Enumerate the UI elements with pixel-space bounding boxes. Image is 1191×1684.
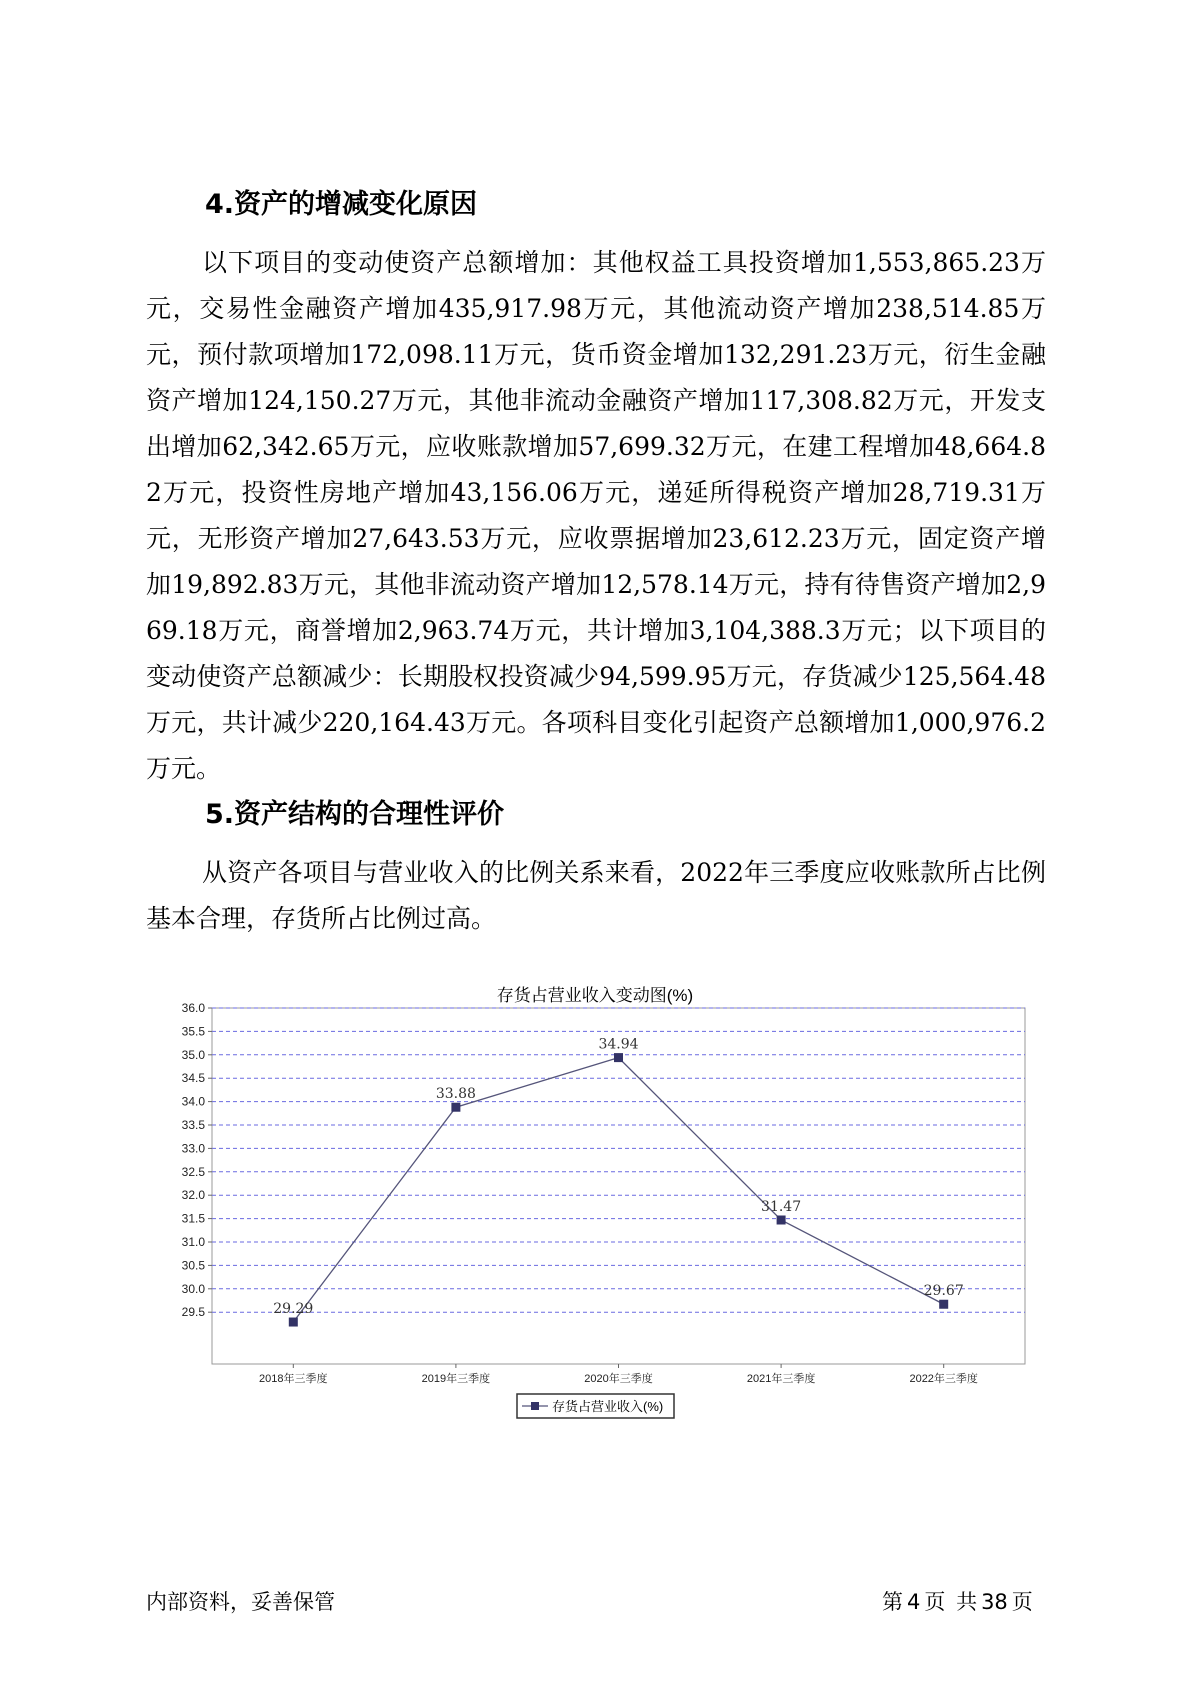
data-label: 29.29 bbox=[273, 1301, 314, 1318]
x-tick-label: 2018年三季度 bbox=[259, 1373, 328, 1385]
y-tick-label: 29.5 bbox=[181, 1305, 205, 1320]
y-tick-label: 30.0 bbox=[181, 1281, 205, 1296]
x-tick-label: 2022年三季度 bbox=[909, 1373, 978, 1385]
data-point bbox=[289, 1318, 298, 1327]
y-tick-label: 34.0 bbox=[181, 1094, 205, 1109]
y-tick-label: 30.5 bbox=[181, 1258, 205, 1273]
footer-page-info bbox=[880, 1586, 1035, 1616]
x-axis-ticks bbox=[259, 1364, 978, 1385]
chart-title: 存货占营业收入变动图(%) bbox=[496, 986, 694, 1005]
data-point bbox=[777, 1216, 786, 1225]
chart-legend bbox=[517, 1394, 674, 1418]
legend-marker bbox=[531, 1402, 539, 1410]
data-label: 31.47 bbox=[761, 1199, 802, 1216]
footer-confidential-note: 内部资料，妥善保管 bbox=[146, 1590, 335, 1614]
inventory-ratio-chart bbox=[150, 968, 1030, 1428]
y-tick-label: 31.0 bbox=[181, 1235, 205, 1249]
legend-label: 存货占营业收入(%) bbox=[552, 1399, 664, 1414]
asset-structure-paragraph: 从资产各项目与营业收入的比例关系来看，2022年三季度应收账款所占比例基本合理，存货所占比例过高。 bbox=[146, 858, 1046, 933]
data-point bbox=[451, 1103, 460, 1112]
y-tick-label: 31.5 bbox=[181, 1211, 205, 1226]
y-tick-label: 36.0 bbox=[181, 1001, 205, 1015]
data-label: 33.88 bbox=[435, 1086, 476, 1103]
y-tick-label: 35.0 bbox=[181, 1047, 205, 1062]
total-word: 页 bbox=[1011, 1590, 1033, 1614]
y-tick-label: 32.0 bbox=[181, 1188, 205, 1203]
page-number: 4 bbox=[907, 1590, 921, 1614]
data-point bbox=[939, 1300, 948, 1309]
total-prefix: 共 bbox=[956, 1590, 978, 1614]
page-prefix: 第 bbox=[882, 1590, 903, 1614]
y-tick-label: 33.5 bbox=[181, 1118, 205, 1132]
total-pages: 38 bbox=[981, 1590, 1008, 1614]
section-heading-asset-structure: 5.资产结构的合理性评价 bbox=[205, 799, 505, 830]
x-tick-label: 2021年三季度 bbox=[746, 1373, 816, 1385]
asset-change-paragraph: 以下项目的变动使资产总额增加：其他权益工具投资增加1,553,865.23万元，交易性金融资产增加435,917.98万元，其他流动资产增加238,514.85万元，预付款项增加172,098.11万元，货币资金增加132,291.23万元，衍生金融资产增加124,150.27万元，其他非流动金融资产增加117,308.82万元，开发支出增加62,342.65万元，应收账款增加57,699.32万元，在建工程增加48,664.82万元，投资性房地产增加43,156.06万元，递延所得税资产增加28,719.31万元，无形资产增加27,643.53万元，应收票据增加23,612.23万元，固定资产增加19,892.83万元，其他非流动资产增加12,578.14万元，持有待售资产增加2,969.18万元，商誉增加2,963.74万元，共计增加3,104,388.3万元；以下项目的变动使资产总额减少：长期股权投资减少94,599.95万元，存货减少125,564.48万元，共计减少220,164.43万元。各项科目变化引起资产总额增加1,000,976.2万元。 bbox=[146, 248, 1046, 783]
data-label: 34.94 bbox=[598, 1036, 639, 1053]
page-word: 页 bbox=[924, 1590, 946, 1614]
x-tick-label: 2019年三季度 bbox=[421, 1373, 491, 1385]
x-tick-label: 2020年三季度 bbox=[584, 1373, 653, 1385]
y-tick-label: 35.5 bbox=[181, 1024, 205, 1039]
y-tick-label: 34.5 bbox=[181, 1071, 205, 1086]
y-axis-ticks bbox=[182, 1001, 212, 1319]
data-label: 29.67 bbox=[923, 1283, 964, 1300]
y-tick-label: 32.5 bbox=[181, 1164, 205, 1179]
data-point bbox=[614, 1053, 623, 1062]
section-heading-asset-change: 4.资产的增减变化原因 bbox=[205, 189, 478, 220]
y-tick-label: 33.0 bbox=[181, 1141, 205, 1156]
